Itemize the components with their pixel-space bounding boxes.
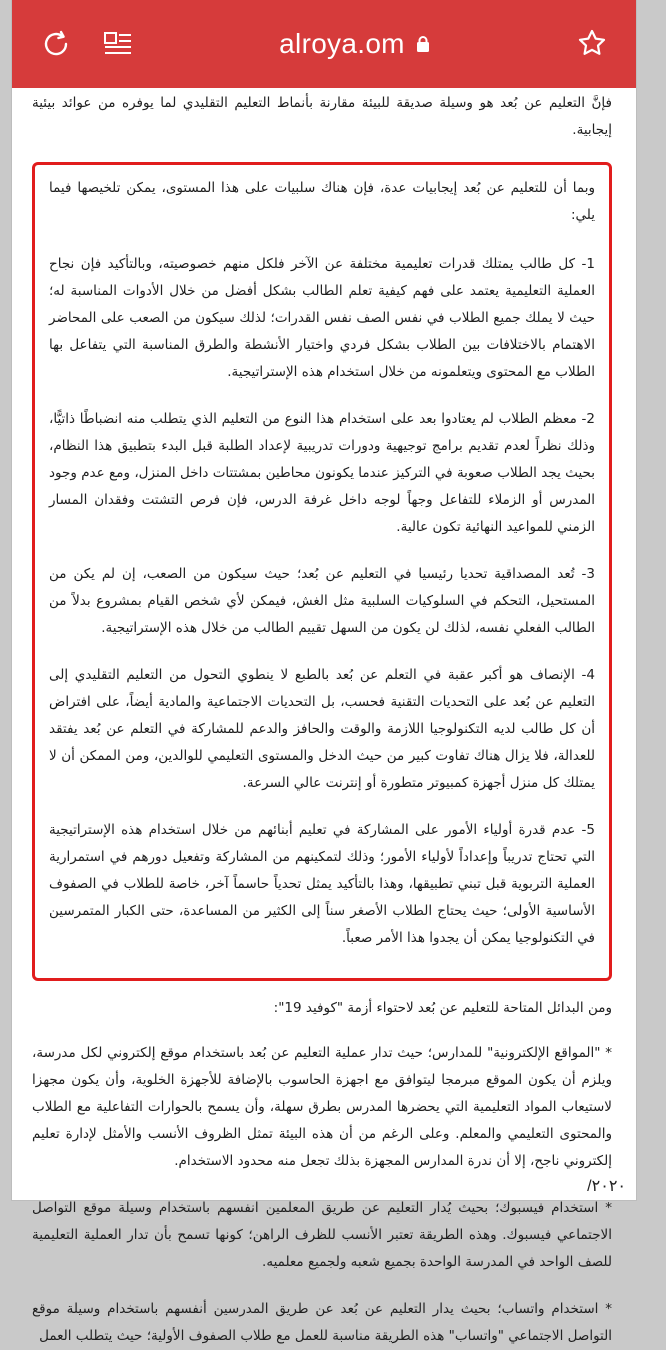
toolbar-left-icons bbox=[36, 24, 138, 64]
alternative-item-3: * استخدام واتساب؛ بحيث يدار التعليم عن بُعد عن طريق المدرسين أنفسهم باستخدام وسيلة موقع التواصل الاجتماعي "واتساب" هذه الطريقة مناسبة للعمل مع طلاب الصفوف الأولية؛ حيث يتطلب العمل bbox=[32, 1301, 612, 1344]
negative-item-1: 1- كل طالب يمتلك قدرات تعليمية مختلفة عن الآخر فلكل منهم خصوصيته، وبالتأكيد فإن نجاح العملية التعليمية يعتمد على فهم كيفية تعلم الطالب بشكل أفضل من خلال الأدوات المناسبة له؛ حيث لا يملك جميع الطلاب في نفس الصف نفس القدرات؛ لذلك سيكون من الصعب على المحاضر الاهتمام بالاختلافات بين الطلاب بشكل فردي واختيار الأنشطة والطرق المناسبة التي يتفاعل بها الطلاب مع المحتوى ويتعلمونه من خلال استخدام هذه الإستراتيجية. bbox=[49, 256, 595, 380]
reload-icon[interactable] bbox=[36, 24, 76, 64]
negative-item-4: 4- الإنصاف هو أكبر عقبة في التعلم عن بُعد بالطبع لا ينطوي التحول من التعليم التقليدي إلى التعليم عن بُعد على التحديات التقنية فحسب، بل التحديات الاجتماعية والمادية أيضاً، على افتراض أن كل طالب لديه التكنولوجيا اللازمة والوقت والحافز والدعم للمشاركة في التعلم عن بُعد يفتقد للعدالة، فلا يزال هناك تفاوت كبير من حيث الدخل والمستوى التعليمي للوالدين، ومن الممكن أن لا يمتلك كل منزل أجهزة كمبيوتر متطورة أو إنترنت عالي السرعة. bbox=[49, 667, 595, 791]
reader-view-icon[interactable] bbox=[98, 24, 138, 64]
url-text: alroya.om bbox=[279, 28, 405, 59]
browser-window bbox=[12, 0, 636, 1344]
alternative-item-2: * استخدام فيسبوك؛ بحيث يُدار التعليم عن طريق المعلمين انفسهم باستخدام وسيلة موقع التواصل الاجتماعي فيسبوك. وهذه الطريقة تعتبر الأنسب للظرف الراهن؛ كونها تسمح بأن تدار العملية التعليمية للصف الواحد في المدرسة الواحدة بجميع شعبه ولجميع معلميه. bbox=[32, 1200, 612, 1270]
star-icon[interactable] bbox=[572, 24, 612, 64]
negative-item-2: 2- معظم الطلاب لم يعتادوا بعد على استخدام هذا النوع من التعليم الذي يتطلب منه انضباطًا ذاتيًّا، وذلك نظراً لعدم تقديم برامج توجيهية ودورات تدريبية لإعداد الطلبة قبل البدء بتطبيق هذا النظام، بحيث يجد الطلاب صعوبة في التركيز عندما يكونون محاطين بمشتتات داخل المنزل، ومع عدم وجود المدرس أو الزملاء للتفاعل وجهاً لوجه داخل غرفة الدرس، فإن فرص التشتت وفقدان المسار الزمني للمواعيد النهائية تكون عالية. bbox=[49, 411, 595, 535]
address-bar[interactable] bbox=[279, 28, 431, 60]
alternatives-heading: ومن البدائل المتاحة للتعليم عن بُعد لاحتواء أزمة "كوفيد 19": bbox=[273, 1000, 612, 1016]
article-intro: فإنَّ التعليم عن بُعد هو وسيلة صديقة للبيئة مقارنة بأنماط التعليم التقليدي لما يوفره من عوائد بيئية إيجابية. bbox=[32, 95, 612, 138]
browser-toolbar bbox=[12, 0, 636, 88]
lock-icon bbox=[415, 28, 431, 60]
negative-item-5: 5- عدم قدرة أولياء الأمور على المشاركة في تعليم أبنائهم من خلال استخدام هذه الإستراتيجية التي تحتاج تدريباً وإعداداً لأولياء الأمور؛ وذلك لتمكينهم من المشاركة وتفعيل دورهم في استمرارية العملية التربوية قبل تبني تطبيقها، وهذا بالتأكيد يمثل تحدياً حاسماً آخر، خاصة للطلاب في الصفوف الأساسية الأولى؛ حيث يحتاج الطلاب الأصغر سناً إلى الكثير من المساعدة، حتى الكبار المتمرسين في التكنولوجيا يمكن أن يجدوا هذا الأمر صعباً. bbox=[49, 822, 595, 946]
negatives-lead: وبما أن للتعليم عن بُعد إيجابيات عدة، فإن هناك سلبيات على هذا المستوى، يمكن تلخيصها فيما يلي: bbox=[49, 180, 595, 223]
alternative-item-1: * "المواقع الإلكترونية" للمدارس؛ حيث تدار عملية التعليم عن بُعد باستخدام موقع إلكتروني لكل مدرسة، ويلزم أن يكون الموقع مبرمجا ليتوافق مع اجهزة الحاسوب بالإضافة للأجهزة الخلوية، وأن يكون مجهزا لاستيعاب المواد التعليمية التي يحضرها المدرس بطرق سهلة، وأن يسمح بالحوارات التفاعلية مع الطلاب والمحتوى التعليمي والمعلم. وعلى الرغم من أن هذه البيئة تمثل الظروف الأنسب والأمثل لإدارة تعليم إلكتروني ناجح، إلا أن ندرة المدارس المجهزة بذلك تجعل منه محدود الاستخدام. bbox=[32, 1045, 612, 1169]
highlighted-negatives-box bbox=[32, 162, 612, 981]
article-content bbox=[12, 88, 636, 1344]
negative-item-3: 3- تُعد المصداقية تحديا رئيسيا في التعليم عن بُعد؛ حيث سيكون من الصعب، إن لم يكن من المستحيل، التحكم في السلوكيات السلبية مثل الغش، فيمكن لأي شخص القيام بمشروع بدلاً من الطالب الفعلي نفسه، لذلك لن يكون من السهل تقييم الطالب من خلال هذه الإستراتيجية. bbox=[49, 566, 595, 636]
page-date-fragment: ٢٠٢٠/ bbox=[587, 1178, 626, 1195]
